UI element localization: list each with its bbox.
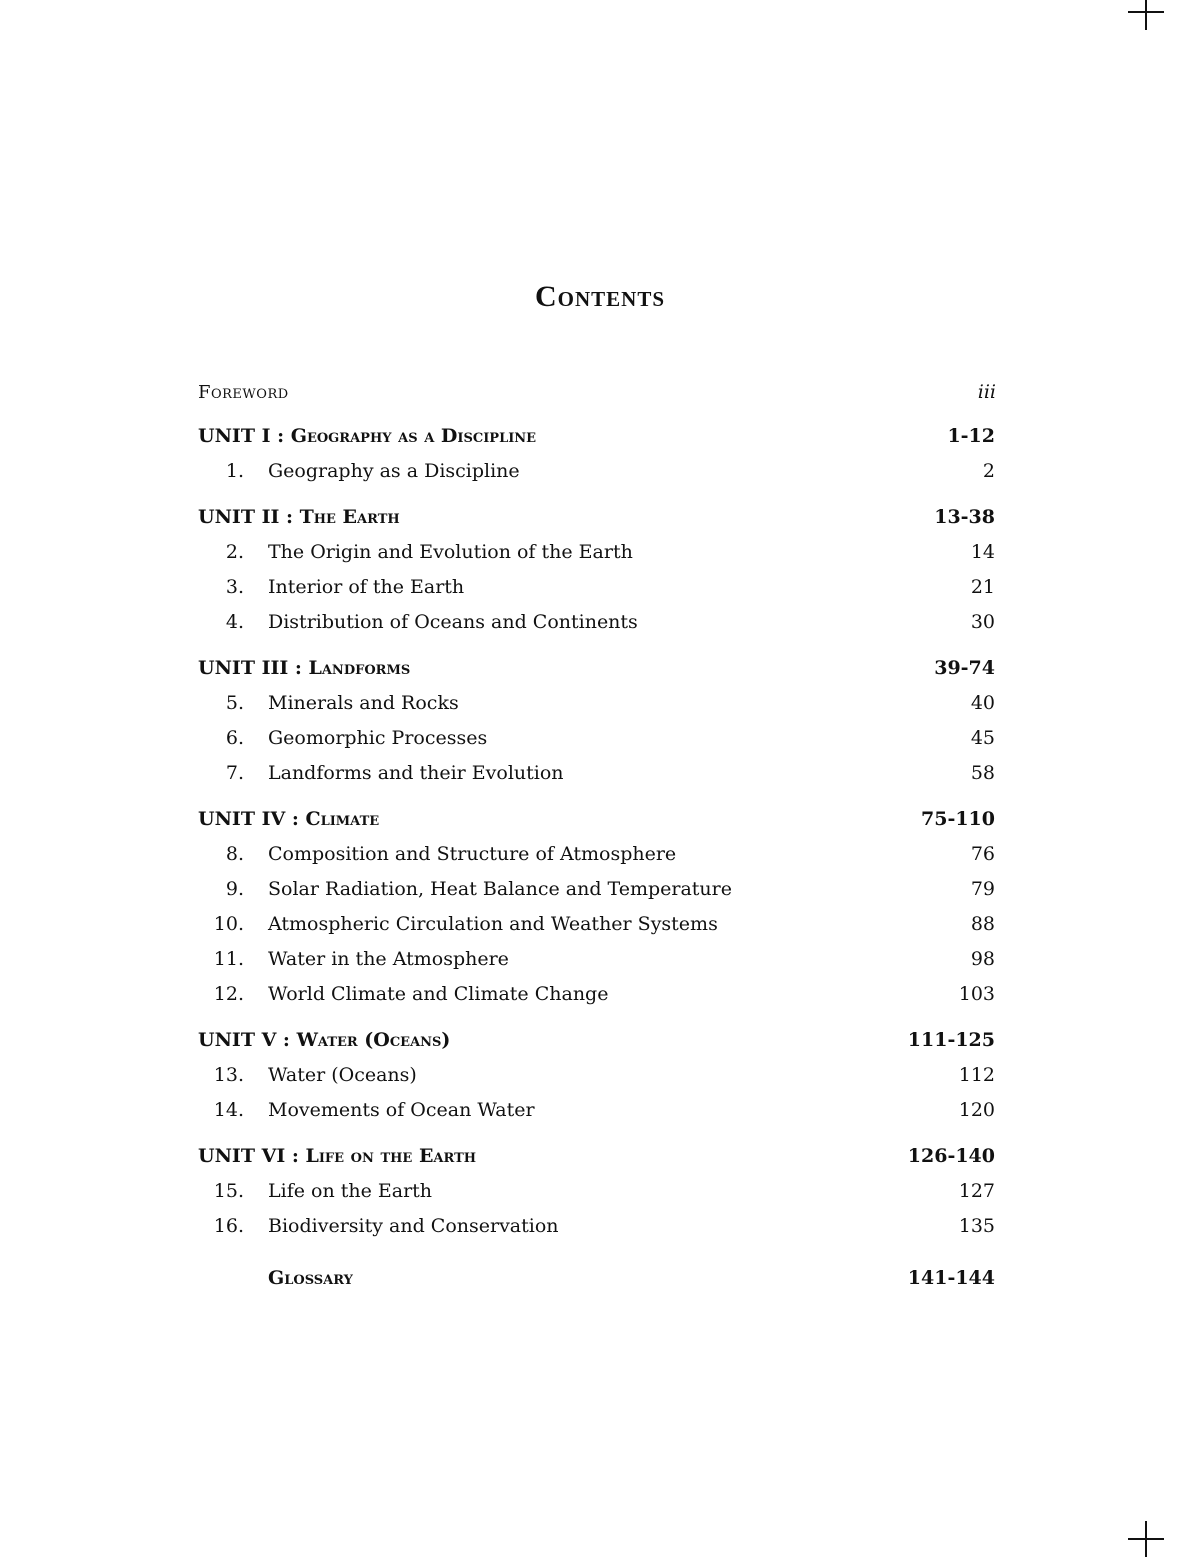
chapter-entry	[198, 535, 633, 570]
chapter-entry	[198, 1058, 417, 1093]
chapter-row[interactable]	[198, 686, 998, 721]
chapter-entry	[198, 907, 718, 942]
chapter-number: 3.	[225, 576, 244, 598]
chapter-title: Minerals and Rocks	[268, 692, 459, 714]
chapter-title: Life on the Earth	[268, 1180, 433, 1202]
chapter-row[interactable]	[198, 1058, 998, 1093]
foreword-label: Foreword	[198, 381, 289, 403]
unit-label: UNIT V :	[198, 1029, 297, 1051]
chapter-number: 14.	[213, 1099, 244, 1121]
chapter-number: 9.	[225, 878, 244, 900]
chapter-entry	[198, 872, 732, 907]
chapter-page: 45	[970, 727, 995, 749]
chapter-entry	[198, 721, 487, 756]
chapter-row[interactable]	[198, 570, 998, 605]
chapter-row[interactable]	[198, 872, 998, 907]
unit-heading	[198, 802, 379, 837]
crop-mark-bottom-right	[1128, 1521, 1164, 1557]
chapter-title: Composition and Structure of Atmosphere	[268, 843, 677, 865]
unit-heading	[198, 651, 410, 686]
unit-page-range: 39-74	[934, 657, 995, 679]
unit-heading-row[interactable]	[198, 500, 998, 535]
unit-heading-row[interactable]	[198, 651, 998, 686]
chapter-entry	[198, 454, 520, 489]
chapter-title: Movements of Ocean Water	[268, 1099, 535, 1121]
toc-foreword-row[interactable]	[198, 377, 998, 407]
unit-heading	[198, 500, 400, 535]
units-list	[198, 419, 998, 1244]
glossary-label: Glossary	[268, 1267, 353, 1289]
chapter-entry	[198, 605, 638, 640]
chapter-page: 21	[970, 576, 995, 598]
unit-heading	[198, 1023, 450, 1058]
unit-heading	[198, 419, 536, 454]
chapter-row[interactable]	[198, 942, 998, 977]
unit-page-range: 111-125	[907, 1029, 995, 1051]
unit-name: Geography as a Discipline	[290, 425, 537, 447]
chapter-entry	[198, 686, 459, 721]
page-title: Contents	[534, 280, 666, 313]
chapter-row[interactable]	[198, 907, 998, 942]
crop-mark-top-right	[1128, 0, 1164, 30]
chapter-page: 14	[970, 541, 995, 563]
chapter-title: The Origin and Evolution of the Earth	[268, 541, 633, 563]
chapter-title: Interior of the Earth	[268, 576, 465, 598]
unit-label: UNIT I :	[198, 425, 291, 447]
chapter-row[interactable]	[198, 721, 998, 756]
unit-page-range: 75-110	[921, 808, 995, 830]
chapter-title: World Climate and Climate Change	[268, 983, 609, 1005]
chapter-number: 11.	[213, 948, 244, 970]
chapter-page: 2	[982, 460, 995, 482]
chapter-number: 10.	[213, 913, 244, 935]
unit-heading	[198, 1139, 476, 1174]
chapter-number: 5.	[225, 692, 244, 714]
chapter-entry	[198, 570, 464, 605]
chapter-page: 58	[970, 762, 995, 784]
foreword-page: iii	[977, 380, 996, 403]
chapter-title: Water in the Atmosphere	[268, 948, 509, 970]
chapter-number: 8.	[225, 843, 244, 865]
chapter-row[interactable]	[198, 454, 998, 489]
chapter-number: 6.	[225, 727, 244, 749]
chapter-page: 135	[958, 1215, 995, 1237]
chapter-title: Solar Radiation, Heat Balance and Temperature	[268, 878, 732, 900]
chapter-number: 4.	[225, 611, 244, 633]
chapter-title: Biodiversity and Conservation	[268, 1215, 559, 1237]
unit-page-range: 126-140	[907, 1145, 995, 1167]
chapter-entry	[198, 977, 608, 1012]
unit-heading-row[interactable]	[198, 419, 998, 454]
unit-page-range: 1-12	[947, 425, 995, 447]
chapter-number: 2.	[225, 541, 244, 563]
chapter-page: 30	[970, 611, 995, 633]
chapter-title: Water (Oceans)	[268, 1064, 417, 1086]
chapter-number: 1.	[225, 460, 244, 482]
unit-name: Climate	[305, 808, 380, 830]
unit-label: UNIT VI :	[198, 1145, 306, 1167]
toc-glossary-row[interactable]	[198, 1261, 998, 1296]
chapter-title: Landforms and their Evolution	[268, 762, 564, 784]
unit-name: Water (Oceans)	[296, 1029, 451, 1051]
chapter-page: 40	[970, 692, 995, 714]
chapter-number: 15.	[213, 1180, 244, 1202]
chapter-row[interactable]	[198, 1174, 998, 1209]
chapter-title: Geography as a Discipline	[268, 460, 520, 482]
table-of-contents	[198, 377, 998, 1296]
unit-heading-row[interactable]	[198, 1139, 998, 1174]
unit-name: The Earth	[299, 506, 400, 528]
chapter-title: Geomorphic Processes	[268, 727, 488, 749]
unit-heading-row[interactable]	[198, 1023, 998, 1058]
chapter-number: 12.	[213, 983, 244, 1005]
unit-page-range: 13-38	[934, 506, 995, 528]
chapter-page: 76	[970, 843, 995, 865]
chapter-title: Distribution of Oceans and Continents	[268, 611, 638, 633]
chapter-entry	[198, 756, 564, 791]
chapter-entry	[198, 942, 509, 977]
chapter-page: 112	[958, 1064, 995, 1086]
glossary-pages: 141-144	[907, 1267, 995, 1289]
chapter-title: Atmospheric Circulation and Weather Systems	[268, 913, 718, 935]
chapter-row[interactable]	[198, 977, 998, 1012]
chapter-row[interactable]	[198, 535, 998, 570]
chapter-page: 103	[958, 983, 995, 1005]
chapter-page: 98	[970, 948, 995, 970]
unit-heading-row[interactable]	[198, 802, 998, 837]
unit-label: UNIT II :	[198, 506, 300, 528]
unit-label: UNIT III :	[198, 657, 309, 679]
chapter-row[interactable]	[198, 837, 998, 872]
chapter-page: 79	[970, 878, 995, 900]
chapter-row[interactable]	[198, 756, 998, 791]
chapter-entry	[198, 837, 676, 872]
chapter-entry	[198, 1174, 432, 1209]
chapter-number: 16.	[213, 1215, 244, 1237]
chapter-row[interactable]	[198, 1209, 998, 1244]
chapter-entry	[198, 1093, 535, 1128]
chapter-row[interactable]	[198, 1093, 998, 1128]
unit-label: UNIT IV :	[198, 808, 306, 830]
chapter-number: 13.	[213, 1064, 244, 1086]
unit-name: Landforms	[308, 657, 411, 679]
unit-name: Life on the Earth	[305, 1145, 477, 1167]
chapter-row[interactable]	[198, 605, 998, 640]
chapter-page: 127	[958, 1180, 995, 1202]
chapter-entry	[198, 1209, 559, 1244]
chapter-number: 7.	[225, 762, 244, 784]
chapter-page: 120	[958, 1099, 995, 1121]
chapter-page: 88	[970, 913, 995, 935]
